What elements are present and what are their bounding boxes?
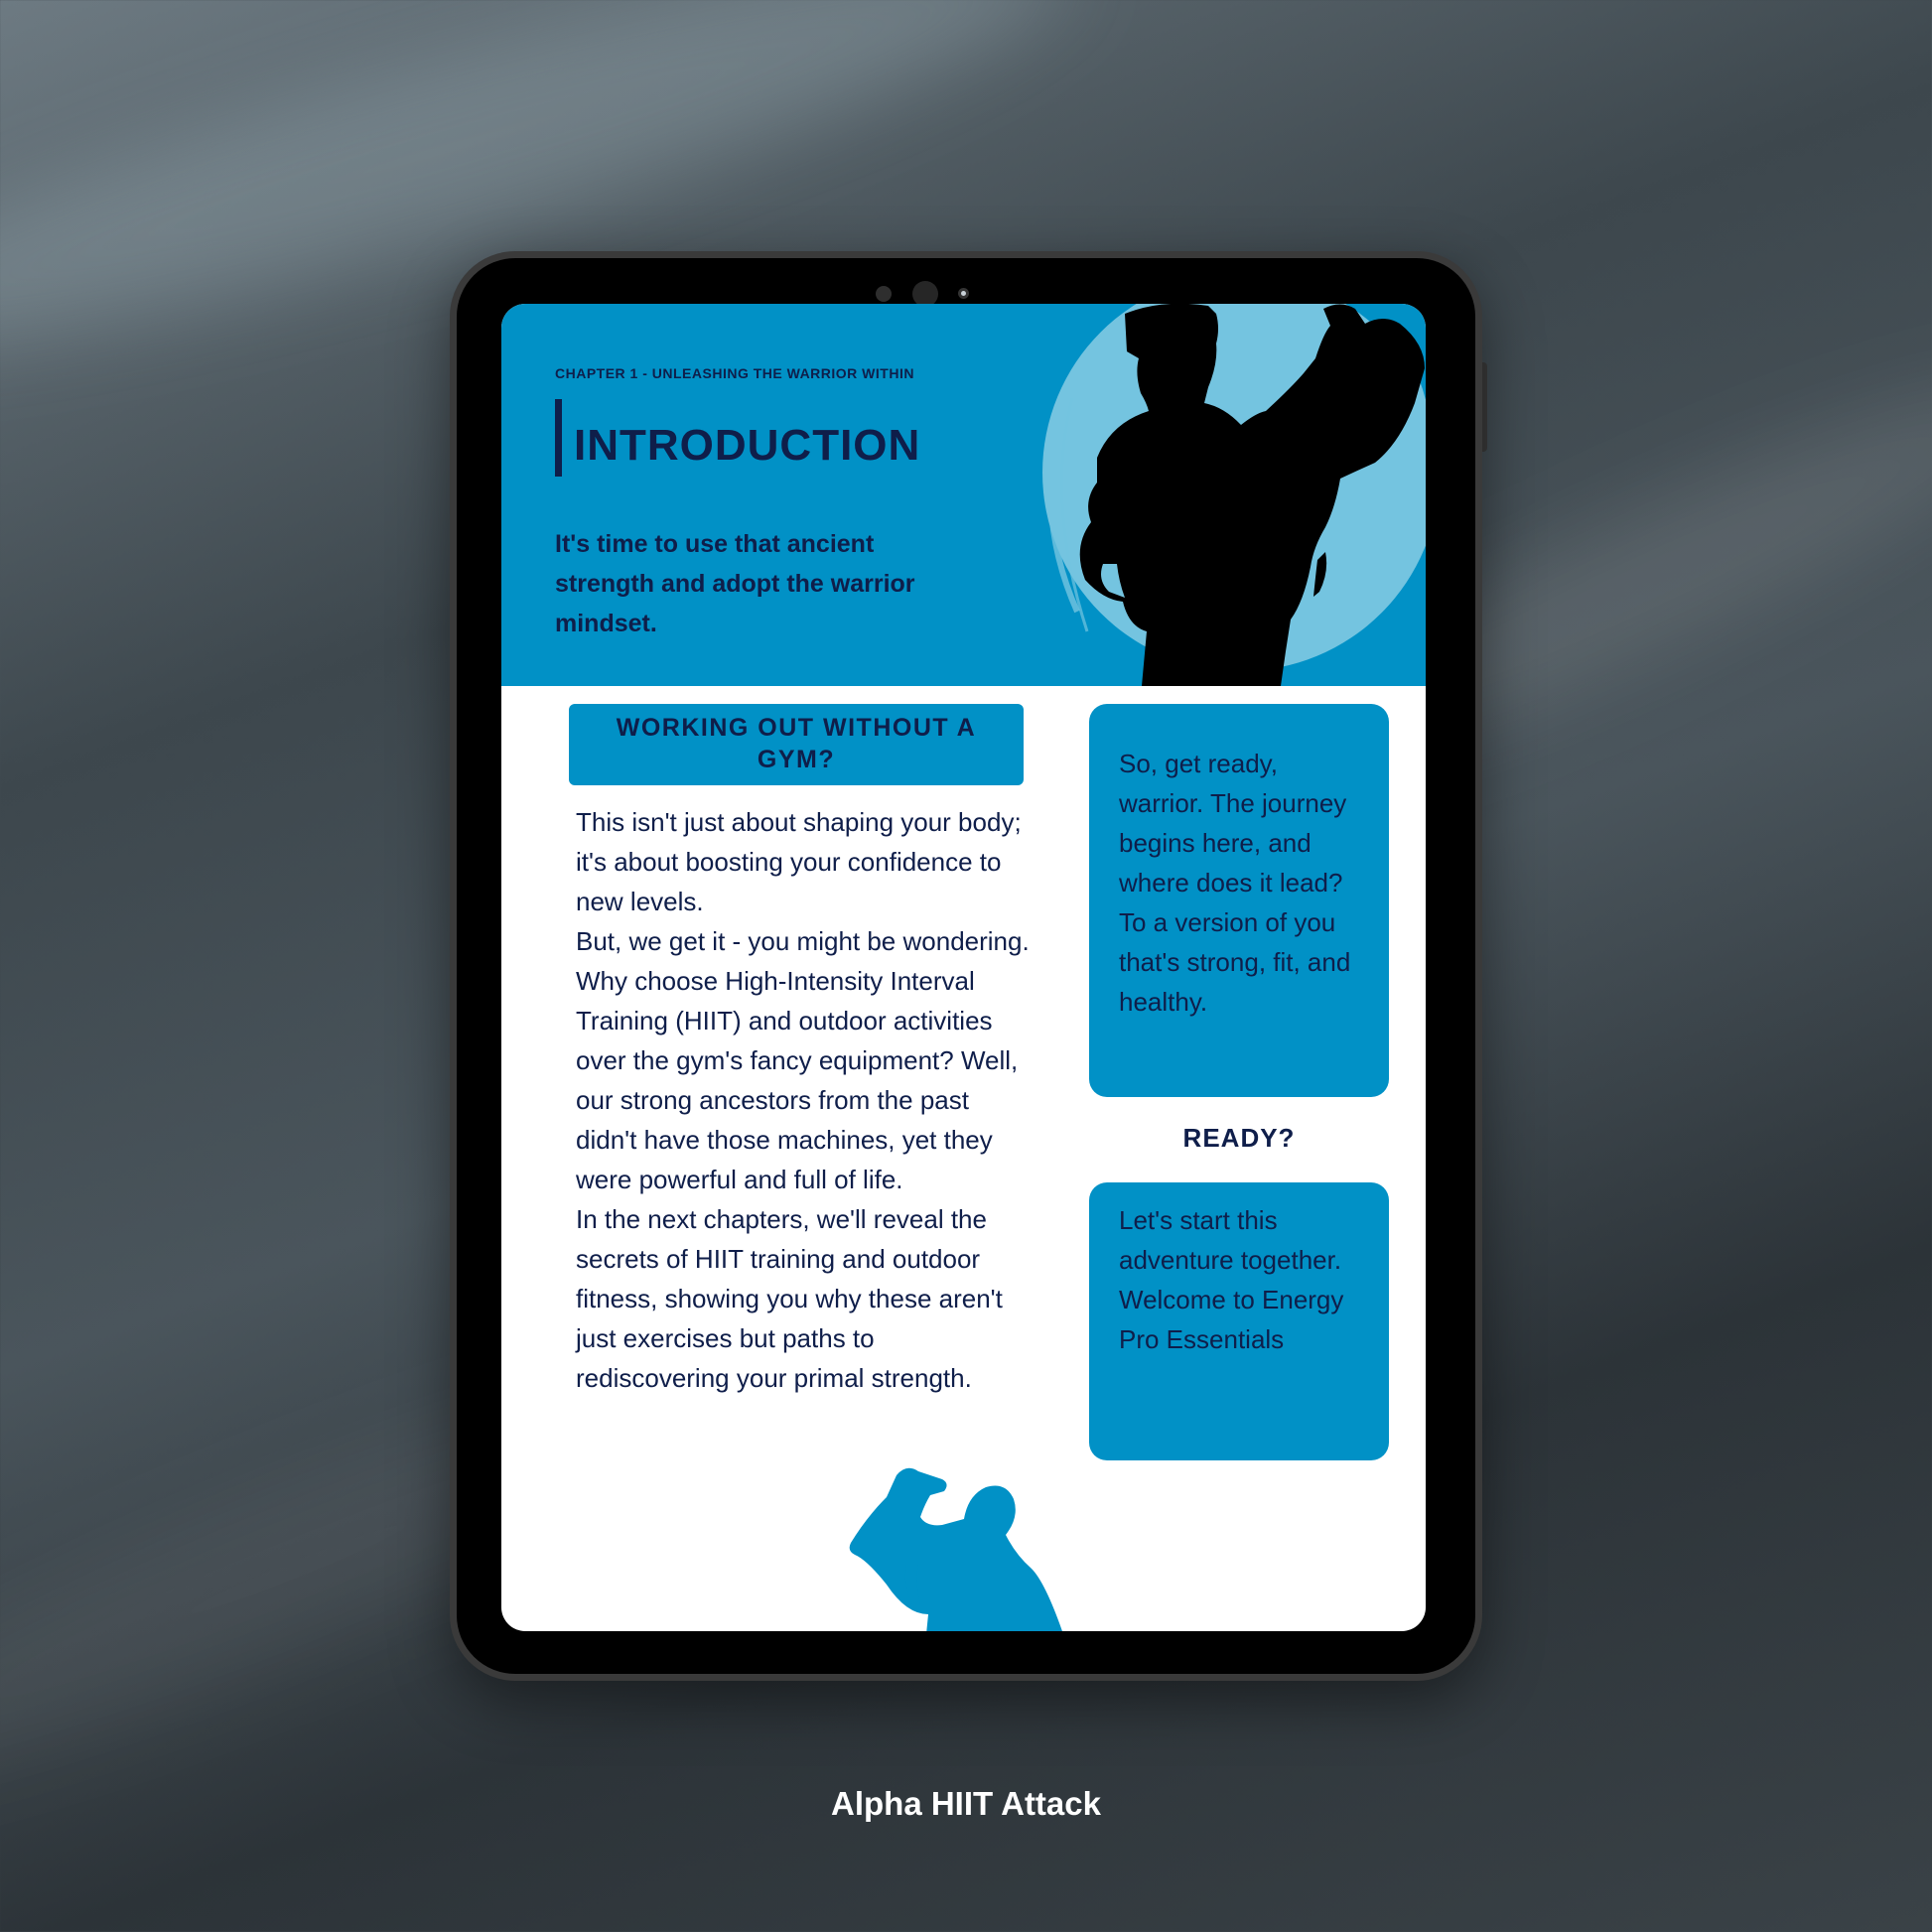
tablet-device [450, 251, 1482, 1681]
sensor-icon [876, 286, 892, 302]
product-caption: Alpha HIIT Attack [831, 1785, 1101, 1822]
ready-heading: READY? [1182, 1123, 1296, 1153]
body-paragraph: This isn't just about shaping your body; it's about boosting your confidence to new levels. [576, 807, 1022, 916]
section-heading: WORKING OUT WITHOUT A GYM? [569, 704, 1024, 785]
flash-icon [958, 288, 969, 299]
body-text [576, 802, 1033, 1398]
ebook-page [501, 304, 1426, 1631]
welcome-card: Let's start this adventure together. Welcome to Energy Pro Essentials [1089, 1182, 1389, 1460]
page-title: INTRODUCTION [574, 421, 921, 470]
header-band [501, 304, 1426, 686]
info-card: So, get ready, warrior. The journey begins here, and where does it lead? To a version of you that's strong, fit, and healthy. [1089, 704, 1389, 1097]
body-paragraph: In the next chapters, we'll reveal the secrets of HIIT training and outdoor fitness, showing you why these aren't just exercises but paths to rediscovering your primal strength. [576, 1204, 1003, 1393]
drinking-man-icon [847, 1465, 1065, 1631]
title-accent-bar [555, 399, 562, 477]
intro-tagline: It's time to use that ancient strength and adopt the warrior mindset. [555, 530, 915, 637]
body-paragraph: But, we get it - you might be wondering. Why choose High-Intensity Interval Training (HIIT) and outdoor activities over the gym's fancy equipment? Well, our strong ancestors from the past didn't have those machines, yet they were powerful and full of life. [576, 926, 1030, 1194]
chapter-label: CHAPTER 1 - UNLEASHING THE WARRIOR WITHIN [555, 365, 914, 381]
